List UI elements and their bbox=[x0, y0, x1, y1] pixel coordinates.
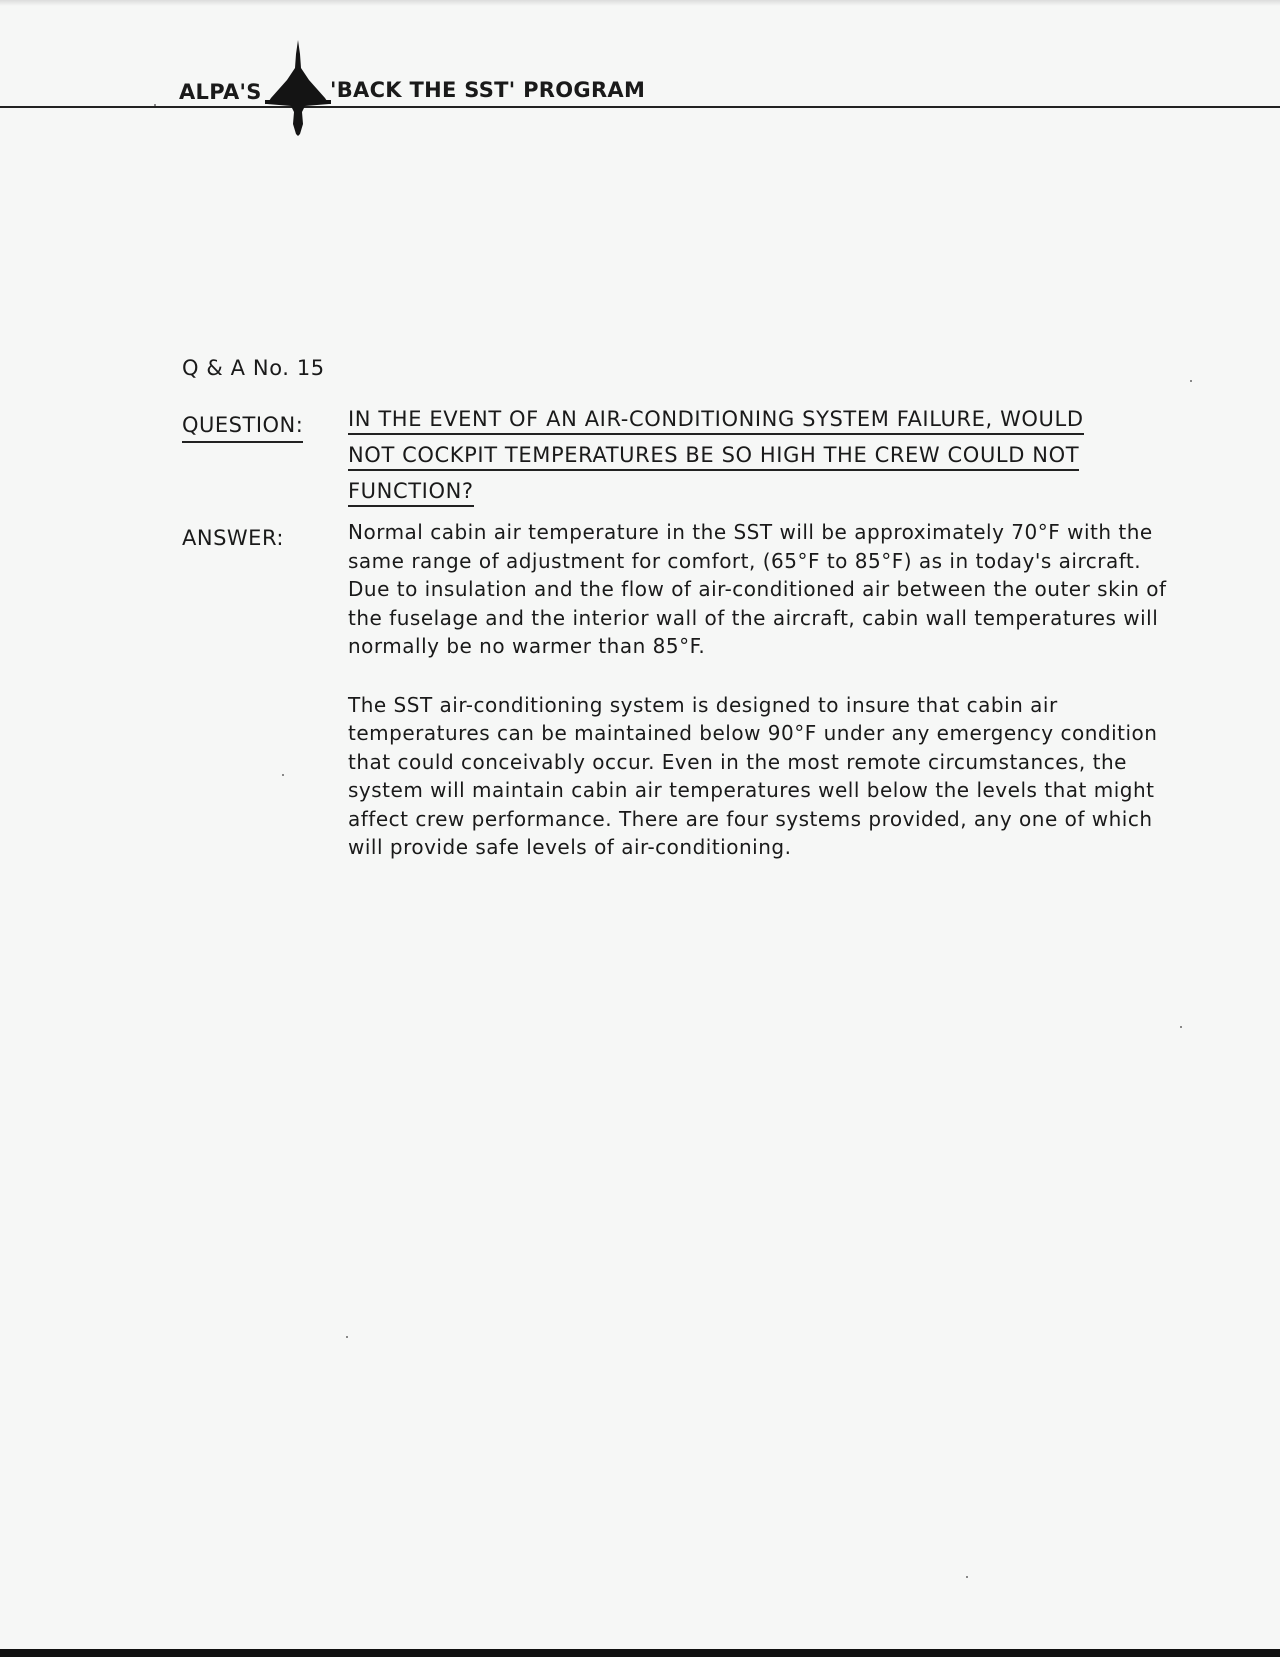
answer-paragraph: Normal cabin air temperature in the SST will be approximately 70°F with the same range of adjustment for comfort, (65°F to 85°F) as in today's aircraft. Due to insulation and the flow of air-conditioned air between the outer skin of the fuselage and the interior wall of the aircraft, cabin wall temperatures will normally be no warmer than 85°F. bbox=[348, 520, 1167, 658]
question-line: IN THE EVENT OF AN AIR-CONDITIONING SYSTEM FAILURE, WOULD bbox=[348, 405, 1084, 435]
letterhead-rule bbox=[0, 106, 1280, 108]
letterhead-left-text: ALPA'S bbox=[179, 80, 262, 104]
answer-text bbox=[348, 518, 1178, 892]
sst-aircraft-icon bbox=[265, 40, 331, 136]
question-line: NOT COCKPIT TEMPERATURES BE SO HIGH THE CREW COULD NOT bbox=[348, 441, 1079, 471]
letterhead bbox=[0, 36, 1280, 136]
paper-speck bbox=[346, 1336, 348, 1338]
qa-number: Q & A No. 15 bbox=[182, 356, 325, 380]
page-edge-top bbox=[0, 0, 1280, 6]
paper-speck bbox=[966, 1576, 968, 1578]
question-label: QUESTION: bbox=[182, 413, 303, 443]
paper-speck bbox=[154, 104, 156, 106]
question-text bbox=[348, 403, 1158, 511]
paper-speck bbox=[282, 774, 284, 776]
paper-speck bbox=[1180, 1026, 1182, 1028]
question-line: FUNCTION? bbox=[348, 477, 474, 507]
answer-label: ANSWER: bbox=[182, 526, 284, 550]
answer-paragraph: The SST air-conditioning system is designed to insure that cabin air temperatures can be maintained below 90°F under any emergency condition that could conceivably occur. Even in the most remote circumstances, the system will maintain cabin air temperatures well below the levels that might affect crew performance. There are four systems provided, any one of which will provide safe levels of air-conditioning. bbox=[348, 692, 1158, 859]
page-edge-bottom bbox=[0, 1649, 1280, 1657]
letterhead-right-text: 'BACK THE SST' PROGRAM bbox=[330, 78, 646, 102]
paper-speck bbox=[1190, 380, 1192, 382]
